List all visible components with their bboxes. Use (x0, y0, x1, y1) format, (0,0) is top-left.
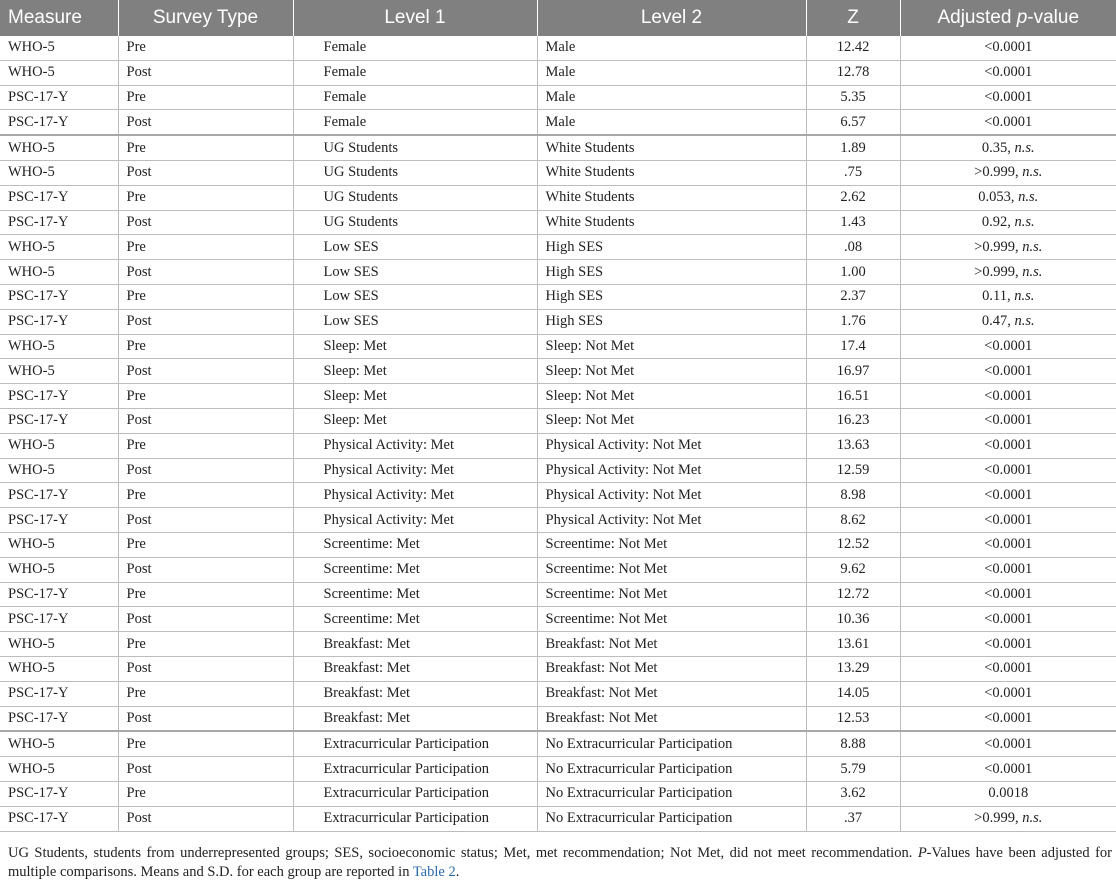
cell-adjusted-p-value (900, 806, 1116, 831)
table-row (0, 483, 1116, 508)
cell-level-2: Sleep: Not Met (537, 334, 806, 359)
cell-measure: PSC-17-Y (0, 185, 118, 210)
not-significant-label: n.s. (1022, 810, 1043, 827)
cell-z: 1.43 (806, 210, 900, 235)
table-row (0, 135, 1116, 160)
cell-z: 1.76 (806, 309, 900, 334)
cell-adjusted-p-value (900, 757, 1116, 782)
cell-z: .08 (806, 235, 900, 260)
cell-survey-type: Pre (118, 185, 293, 210)
cell-z: 12.78 (806, 60, 900, 85)
cell-measure: PSC-17-Y (0, 508, 118, 533)
cell-survey-type: Post (118, 458, 293, 483)
cell-z: 16.97 (806, 359, 900, 384)
cell-level-2: Physical Activity: Not Met (537, 458, 806, 483)
cell-z: 10.36 (806, 607, 900, 632)
cell-level-1: Female (293, 110, 537, 135)
cell-z: 12.42 (806, 36, 900, 60)
cell-measure: PSC-17-Y (0, 681, 118, 706)
not-significant-label: n.s. (1014, 139, 1035, 156)
cell-level-2: High SES (537, 260, 806, 285)
cell-measure: WHO-5 (0, 36, 118, 60)
table-row (0, 757, 1116, 782)
cell-level-1: Breakfast: Met (293, 706, 537, 731)
table-row (0, 408, 1116, 433)
p-value-text: >0.999, (974, 164, 1023, 181)
header-p-prefix: Adjusted (937, 7, 1017, 28)
p-value-text: <0.0001 (984, 709, 1033, 726)
cell-adjusted-p-value (900, 458, 1116, 483)
cell-level-2: Male (537, 60, 806, 85)
table-header-row (0, 0, 1116, 36)
cell-measure: PSC-17-Y (0, 284, 118, 309)
cell-measure: WHO-5 (0, 557, 118, 582)
cell-z: 2.37 (806, 284, 900, 309)
cell-level-1: Extracurricular Participation (293, 806, 537, 831)
table-row (0, 458, 1116, 483)
cell-survey-type: Post (118, 210, 293, 235)
cell-level-1: UG Students (293, 135, 537, 160)
cell-measure: WHO-5 (0, 532, 118, 557)
cell-survey-type: Post (118, 60, 293, 85)
cell-adjusted-p-value (900, 85, 1116, 110)
cell-level-2: Physical Activity: Not Met (537, 433, 806, 458)
p-value-text: <0.0001 (984, 610, 1033, 627)
cell-measure: PSC-17-Y (0, 210, 118, 235)
cell-measure: PSC-17-Y (0, 582, 118, 607)
cell-level-1: Low SES (293, 284, 537, 309)
cell-level-2: White Students (537, 160, 806, 185)
table-row (0, 384, 1116, 409)
cell-level-1: Physical Activity: Met (293, 458, 537, 483)
cell-level-2: Breakfast: Not Met (537, 681, 806, 706)
cell-adjusted-p-value (900, 632, 1116, 657)
cell-level-2: Breakfast: Not Met (537, 656, 806, 681)
table-2-link[interactable]: Table 2 (412, 864, 456, 880)
not-significant-label: n.s. (1014, 213, 1035, 230)
cell-measure: WHO-5 (0, 60, 118, 85)
p-value-text: <0.0001 (984, 437, 1033, 454)
cell-measure: PSC-17-Y (0, 309, 118, 334)
header-measure: Measure (0, 0, 118, 36)
cell-z: 14.05 (806, 681, 900, 706)
cell-z: 5.35 (806, 85, 900, 110)
p-value-text: <0.0001 (984, 585, 1033, 602)
footnote-text: UG Students, students from underrepresented groups; SES, socioeconomic status; Met, met recommendation; Not Met, did not meet recommendation. (8, 845, 918, 861)
cell-survey-type: Pre (118, 582, 293, 607)
cell-level-2: Screentime: Not Met (537, 557, 806, 582)
table-row (0, 806, 1116, 831)
cell-level-1: Low SES (293, 309, 537, 334)
not-significant-label: n.s. (1014, 313, 1035, 330)
cell-level-2: Screentime: Not Met (537, 607, 806, 632)
cell-z: 8.62 (806, 508, 900, 533)
cell-level-2: Sleep: Not Met (537, 384, 806, 409)
cell-level-2: Screentime: Not Met (537, 532, 806, 557)
cell-measure: PSC-17-Y (0, 110, 118, 135)
cell-z: 5.79 (806, 757, 900, 782)
cell-adjusted-p-value (900, 60, 1116, 85)
header-p-suffix: -value (1027, 7, 1080, 28)
cell-survey-type: Pre (118, 532, 293, 557)
cell-level-2: No Extracurricular Participation (537, 781, 806, 806)
p-value-text: <0.0001 (984, 387, 1033, 404)
not-significant-label: n.s. (1018, 189, 1039, 206)
cell-level-1: Screentime: Met (293, 557, 537, 582)
cell-level-1: Sleep: Met (293, 384, 537, 409)
cell-adjusted-p-value (900, 508, 1116, 533)
table-row (0, 60, 1116, 85)
cell-level-1: UG Students (293, 185, 537, 210)
cell-z: 13.29 (806, 656, 900, 681)
header-z: Z (806, 0, 900, 36)
cell-measure: PSC-17-Y (0, 806, 118, 831)
cell-survey-type: Post (118, 806, 293, 831)
cell-level-1: Extracurricular Participation (293, 781, 537, 806)
cell-level-1: Low SES (293, 235, 537, 260)
cell-adjusted-p-value (900, 359, 1116, 384)
cell-adjusted-p-value (900, 36, 1116, 60)
cell-measure: WHO-5 (0, 160, 118, 185)
cell-level-2: Sleep: Not Met (537, 359, 806, 384)
table-row (0, 284, 1116, 309)
p-value-text: 0.47, (981, 313, 1015, 330)
p-value-text: <0.0001 (984, 735, 1033, 752)
cell-level-1: Extracurricular Participation (293, 757, 537, 782)
p-value-text: <0.0001 (984, 412, 1033, 429)
table-row (0, 706, 1116, 731)
p-value-text: >0.999, (974, 238, 1023, 255)
cell-level-1: Breakfast: Met (293, 681, 537, 706)
table-row (0, 607, 1116, 632)
cell-adjusted-p-value (900, 309, 1116, 334)
cell-level-2: Male (537, 36, 806, 60)
cell-adjusted-p-value (900, 384, 1116, 409)
cell-level-2: Male (537, 110, 806, 135)
cell-z: 6.57 (806, 110, 900, 135)
cell-adjusted-p-value (900, 160, 1116, 185)
cell-measure: PSC-17-Y (0, 384, 118, 409)
cell-adjusted-p-value (900, 781, 1116, 806)
cell-z: 12.53 (806, 706, 900, 731)
table-footnote (8, 844, 1112, 882)
cell-measure: PSC-17-Y (0, 607, 118, 632)
cell-survey-type: Post (118, 757, 293, 782)
table-row (0, 681, 1116, 706)
cell-level-1: Screentime: Met (293, 532, 537, 557)
table-row (0, 185, 1116, 210)
cell-measure: WHO-5 (0, 235, 118, 260)
cell-adjusted-p-value (900, 706, 1116, 731)
cell-measure: WHO-5 (0, 433, 118, 458)
footnote-text-after: -Values have been adjusted for multiple comparisons. Means and S.D. for each group are reported in (8, 845, 1112, 880)
cell-z: 13.63 (806, 433, 900, 458)
cell-measure: PSC-17-Y (0, 483, 118, 508)
p-value-text: >0.999, (974, 810, 1023, 827)
table-row (0, 260, 1116, 285)
cell-level-1: Sleep: Met (293, 408, 537, 433)
cell-adjusted-p-value (900, 656, 1116, 681)
cell-level-1: Physical Activity: Met (293, 508, 537, 533)
p-value-text: <0.0001 (984, 39, 1033, 56)
p-value-text: <0.0001 (984, 511, 1033, 528)
cell-survey-type: Pre (118, 334, 293, 359)
cell-level-2: White Students (537, 210, 806, 235)
table-row (0, 731, 1116, 756)
cell-adjusted-p-value (900, 532, 1116, 557)
cell-measure: WHO-5 (0, 334, 118, 359)
cell-level-2: High SES (537, 284, 806, 309)
p-value-text: <0.0001 (984, 536, 1033, 553)
cell-level-2: Physical Activity: Not Met (537, 483, 806, 508)
cell-level-2: Breakfast: Not Met (537, 632, 806, 657)
cell-z: 1.89 (806, 135, 900, 160)
cell-survey-type: Post (118, 508, 293, 533)
cell-adjusted-p-value (900, 210, 1116, 235)
header-level-2: Level 2 (537, 0, 806, 36)
cell-survey-type: Post (118, 309, 293, 334)
cell-survey-type: Pre (118, 632, 293, 657)
cell-survey-type: Pre (118, 384, 293, 409)
cell-level-1: Female (293, 60, 537, 85)
table-row (0, 36, 1116, 60)
cell-survey-type: Post (118, 359, 293, 384)
cell-adjusted-p-value (900, 731, 1116, 756)
cell-survey-type: Post (118, 110, 293, 135)
cell-level-2: High SES (537, 309, 806, 334)
cell-z: .37 (806, 806, 900, 831)
cell-level-1: Breakfast: Met (293, 632, 537, 657)
table-row (0, 781, 1116, 806)
cell-level-1: Extracurricular Participation (293, 731, 537, 756)
p-value-text: <0.0001 (984, 64, 1033, 81)
p-value-text: 0.35, (981, 139, 1015, 156)
cell-survey-type: Pre (118, 483, 293, 508)
cell-adjusted-p-value (900, 557, 1116, 582)
header-level-1: Level 1 (293, 0, 537, 36)
cell-adjusted-p-value (900, 260, 1116, 285)
cell-level-2: Male (537, 85, 806, 110)
not-significant-label: n.s. (1022, 263, 1043, 280)
cell-z: 12.52 (806, 532, 900, 557)
cell-measure: WHO-5 (0, 458, 118, 483)
table-row (0, 532, 1116, 557)
cell-survey-type: Pre (118, 284, 293, 309)
table-row (0, 359, 1116, 384)
cell-adjusted-p-value (900, 185, 1116, 210)
p-value-text: 0.11, (982, 288, 1015, 305)
p-value-text: <0.0001 (984, 660, 1033, 677)
p-value-text: <0.0001 (984, 88, 1033, 105)
cell-z: 3.62 (806, 781, 900, 806)
cell-adjusted-p-value (900, 110, 1116, 135)
p-value-text: >0.999, (974, 263, 1023, 280)
cell-level-1: Sleep: Met (293, 359, 537, 384)
footnote-p-italic: P (917, 845, 927, 861)
cell-level-1: Screentime: Met (293, 607, 537, 632)
cell-survey-type: Post (118, 408, 293, 433)
cell-measure: PSC-17-Y (0, 706, 118, 731)
table-row (0, 557, 1116, 582)
cell-level-2: Physical Activity: Not Met (537, 508, 806, 533)
cell-level-2: White Students (537, 185, 806, 210)
cell-z: .75 (806, 160, 900, 185)
cell-level-2: No Extracurricular Participation (537, 806, 806, 831)
cell-survey-type: Post (118, 706, 293, 731)
table-row (0, 210, 1116, 235)
table-row (0, 582, 1116, 607)
cell-adjusted-p-value (900, 607, 1116, 632)
table-row (0, 235, 1116, 260)
cell-z: 17.4 (806, 334, 900, 359)
not-significant-label: n.s. (1014, 288, 1035, 305)
cell-measure: WHO-5 (0, 757, 118, 782)
cell-measure: WHO-5 (0, 632, 118, 657)
cell-measure: WHO-5 (0, 359, 118, 384)
table-row (0, 110, 1116, 135)
cell-adjusted-p-value (900, 334, 1116, 359)
cell-z: 8.98 (806, 483, 900, 508)
cell-survey-type: Post (118, 557, 293, 582)
cell-survey-type: Pre (118, 731, 293, 756)
cell-level-1: UG Students (293, 210, 537, 235)
cell-level-2: White Students (537, 135, 806, 160)
table-row (0, 160, 1116, 185)
cell-level-1: Sleep: Met (293, 334, 537, 359)
cell-measure: WHO-5 (0, 135, 118, 160)
cell-adjusted-p-value (900, 433, 1116, 458)
p-value-text: <0.0001 (984, 635, 1033, 652)
cell-adjusted-p-value (900, 284, 1116, 309)
cell-z: 16.51 (806, 384, 900, 409)
cell-level-2: Breakfast: Not Met (537, 706, 806, 731)
table-row (0, 334, 1116, 359)
cell-survey-type: Pre (118, 781, 293, 806)
cell-measure: WHO-5 (0, 656, 118, 681)
p-value-text: <0.0001 (984, 760, 1033, 777)
cell-survey-type: Pre (118, 433, 293, 458)
cell-survey-type: Pre (118, 135, 293, 160)
table-row (0, 85, 1116, 110)
table-body (0, 36, 1116, 831)
cell-measure: PSC-17-Y (0, 85, 118, 110)
cell-level-1: UG Students (293, 160, 537, 185)
cell-z: 8.88 (806, 731, 900, 756)
cell-level-2: High SES (537, 235, 806, 260)
cell-adjusted-p-value (900, 681, 1116, 706)
cell-adjusted-p-value (900, 235, 1116, 260)
cell-level-2: No Extracurricular Participation (537, 731, 806, 756)
cell-level-1: Physical Activity: Met (293, 483, 537, 508)
cell-level-1: Physical Activity: Met (293, 433, 537, 458)
p-value-text: <0.0001 (984, 337, 1033, 354)
p-value-text: <0.0001 (984, 362, 1033, 379)
cell-survey-type: Pre (118, 36, 293, 60)
header-survey-type: Survey Type (118, 0, 293, 36)
cell-level-2: No Extracurricular Participation (537, 757, 806, 782)
p-value-text: 0.0018 (988, 785, 1029, 802)
cell-adjusted-p-value (900, 135, 1116, 160)
p-value-text: <0.0001 (984, 461, 1033, 478)
header-adjusted-p-value (900, 0, 1116, 36)
cell-z: 1.00 (806, 260, 900, 285)
cell-z: 2.62 (806, 185, 900, 210)
cell-level-1: Female (293, 85, 537, 110)
cell-measure: PSC-17-Y (0, 781, 118, 806)
cell-survey-type: Pre (118, 85, 293, 110)
cell-level-2: Sleep: Not Met (537, 408, 806, 433)
cell-z: 12.59 (806, 458, 900, 483)
cell-survey-type: Pre (118, 681, 293, 706)
cell-z: 12.72 (806, 582, 900, 607)
not-significant-label: n.s. (1022, 164, 1043, 181)
table-row (0, 632, 1116, 657)
cell-survey-type: Post (118, 260, 293, 285)
p-value-text: <0.0001 (984, 561, 1033, 578)
p-value-text: <0.0001 (984, 113, 1033, 130)
cell-survey-type: Post (118, 656, 293, 681)
not-significant-label: n.s. (1022, 238, 1043, 255)
p-value-text: <0.0001 (984, 685, 1033, 702)
table-row (0, 433, 1116, 458)
footnote-end: . (455, 864, 460, 880)
cell-survey-type: Pre (118, 235, 293, 260)
table-row (0, 656, 1116, 681)
cell-z: 16.23 (806, 408, 900, 433)
cell-level-1: Low SES (293, 260, 537, 285)
cell-level-1: Female (293, 36, 537, 60)
cell-adjusted-p-value (900, 483, 1116, 508)
cell-z: 13.61 (806, 632, 900, 657)
p-value-text: 0.92, (981, 213, 1015, 230)
cell-survey-type: Post (118, 160, 293, 185)
cell-level-1: Breakfast: Met (293, 656, 537, 681)
cell-measure: WHO-5 (0, 260, 118, 285)
cell-level-1: Screentime: Met (293, 582, 537, 607)
table-row (0, 309, 1116, 334)
p-value-text: <0.0001 (984, 486, 1033, 503)
p-value-text: 0.053, (978, 189, 1019, 206)
cell-measure: PSC-17-Y (0, 408, 118, 433)
cell-level-2: Screentime: Not Met (537, 582, 806, 607)
cell-survey-type: Post (118, 607, 293, 632)
cell-adjusted-p-value (900, 408, 1116, 433)
cell-z: 9.62 (806, 557, 900, 582)
header-p-italic: p (1016, 7, 1028, 28)
cell-adjusted-p-value (900, 582, 1116, 607)
cell-measure: WHO-5 (0, 731, 118, 756)
table-row (0, 508, 1116, 533)
